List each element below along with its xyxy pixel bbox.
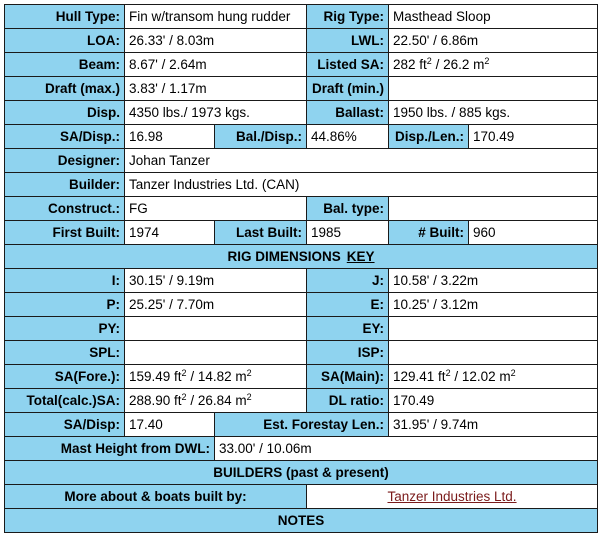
bal-type-value bbox=[389, 197, 598, 221]
builders-header: BUILDERS (past & present) bbox=[5, 461, 598, 485]
disp-len-value: 170.49 bbox=[469, 125, 598, 149]
row-rig-header bbox=[5, 245, 598, 269]
row-builders-header bbox=[5, 461, 598, 485]
loa-label: LOA: bbox=[5, 29, 125, 53]
draft-max-value: 3.83' / 1.17m bbox=[125, 77, 307, 101]
designer-label: Designer: bbox=[5, 149, 125, 173]
draft-min-label: Draft (min.) bbox=[307, 77, 389, 101]
row-notes-header bbox=[5, 509, 598, 533]
builder-label: Builder: bbox=[5, 173, 125, 197]
row-beam-sa bbox=[5, 53, 598, 77]
mast-height-label: Mast Height from DWL: bbox=[5, 437, 215, 461]
listed-sa-label: Listed SA: bbox=[307, 53, 389, 77]
hull-type-value: Fin w/transom hung rudder bbox=[125, 5, 307, 29]
rig-type-label: Rig Type: bbox=[307, 5, 389, 29]
sa-disp2-value: 17.40 bbox=[125, 413, 215, 437]
sa-disp-label: SA/Disp.: bbox=[5, 125, 125, 149]
bal-disp-label: Bal./Disp.: bbox=[215, 125, 307, 149]
ballast-label: Ballast: bbox=[307, 101, 389, 125]
row-ratios bbox=[5, 125, 598, 149]
est-forestay-label: Est. Forestay Len.: bbox=[215, 413, 389, 437]
row-loa-lwl bbox=[5, 29, 598, 53]
sa-disp2-label: SA/Disp: bbox=[5, 413, 125, 437]
rig-i-label: I: bbox=[5, 269, 125, 293]
row-builder bbox=[5, 173, 598, 197]
disp-len-label: Disp./Len.: bbox=[389, 125, 469, 149]
construct-label: Construct.: bbox=[5, 197, 125, 221]
row-built bbox=[5, 221, 598, 245]
row-p-e bbox=[5, 293, 598, 317]
row-sa-fore-main bbox=[5, 365, 598, 389]
hull-type-label: Hull Type: bbox=[5, 5, 125, 29]
builder-link[interactable]: Tanzer Industries Ltd. bbox=[387, 489, 517, 504]
designer-value: Johan Tanzer bbox=[125, 149, 598, 173]
num-built-value: 960 bbox=[469, 221, 598, 245]
more-about-label: More about & boats built by: bbox=[5, 485, 307, 509]
listed-sa-value: 282 $ft^2 / 26.2$ $m^2$ bbox=[389, 53, 598, 77]
rig-py-label: PY: bbox=[5, 317, 125, 341]
rig-spl-label: SPL: bbox=[5, 341, 125, 365]
first-built-label: First Built: bbox=[5, 221, 125, 245]
row-hull-rig bbox=[5, 5, 598, 29]
rig-type-value: Masthead Sloop bbox=[389, 5, 598, 29]
total-sa-value: 288.90 $ft^2 / 26.84$ $m^2$ bbox=[125, 389, 307, 413]
row-i-j bbox=[5, 269, 598, 293]
rig-e-label: E: bbox=[307, 293, 389, 317]
sa-main-value: 129.41 $ft^2 / 12.02$ $m^2$ bbox=[389, 365, 598, 389]
rig-spl-value bbox=[125, 341, 307, 365]
bal-type-label: Bal. type: bbox=[307, 197, 389, 221]
sa-disp-value: 16.98 bbox=[125, 125, 215, 149]
rig-j-label: J: bbox=[307, 269, 389, 293]
loa-value: 26.33' / 8.03m bbox=[125, 29, 307, 53]
row-total-dl bbox=[5, 389, 598, 413]
rig-isp-value bbox=[389, 341, 598, 365]
lwl-value: 22.50' / 6.86m bbox=[389, 29, 598, 53]
rig-ey-value bbox=[389, 317, 598, 341]
rig-p-value: 25.25' / 7.70m bbox=[125, 293, 307, 317]
construct-value: FG bbox=[125, 197, 307, 221]
beam-label: Beam: bbox=[5, 53, 125, 77]
dl-ratio-label: DL ratio: bbox=[307, 389, 389, 413]
est-forestay-value: 31.95' / 9.74m bbox=[389, 413, 598, 437]
rig-isp-label: ISP: bbox=[307, 341, 389, 365]
rig-p-label: P: bbox=[5, 293, 125, 317]
sailboat-spec-table bbox=[4, 4, 598, 533]
rig-ey-label: EY: bbox=[307, 317, 389, 341]
first-built-value: 1974 bbox=[125, 221, 215, 245]
rig-dimensions-header: RIG DIMENSIONS KEY bbox=[5, 245, 598, 269]
row-disp-ballast bbox=[5, 101, 598, 125]
more-about-cell bbox=[307, 485, 598, 509]
row-mast-height bbox=[5, 437, 598, 461]
notes-header: NOTES bbox=[5, 509, 598, 533]
sa-fore-value: 159.49 $ft^2 / 14.82$ $m^2$ bbox=[125, 365, 307, 389]
mast-height-value: 33.00' / 10.06m bbox=[215, 437, 598, 461]
rig-py-value bbox=[125, 317, 307, 341]
bal-disp-value: 44.86% bbox=[307, 125, 389, 149]
dl-ratio-value: 170.49 bbox=[389, 389, 598, 413]
last-built-value: 1985 bbox=[307, 221, 389, 245]
num-built-label: # Built: bbox=[389, 221, 469, 245]
disp-value: 4350 lbs./ 1973 kgs. bbox=[125, 101, 307, 125]
row-construct bbox=[5, 197, 598, 221]
disp-label: Disp. bbox=[5, 101, 125, 125]
row-draft bbox=[5, 77, 598, 101]
rig-e-value: 10.25' / 3.12m bbox=[389, 293, 598, 317]
sa-main-label: SA(Main): bbox=[307, 365, 389, 389]
row-py-ey bbox=[5, 317, 598, 341]
lwl-label: LWL: bbox=[307, 29, 389, 53]
rig-key-link[interactable]: KEY bbox=[346, 249, 375, 264]
sa-fore-label: SA(Fore.): bbox=[5, 365, 125, 389]
draft-max-label: Draft (max.) bbox=[5, 77, 125, 101]
rig-j-value: 10.58' / 3.22m bbox=[389, 269, 598, 293]
draft-min-value bbox=[389, 77, 598, 101]
last-built-label: Last Built: bbox=[215, 221, 307, 245]
builder-value: Tanzer Industries Ltd. (CAN) bbox=[125, 173, 598, 197]
ballast-value: 1950 lbs. / 885 kgs. bbox=[389, 101, 598, 125]
row-designer bbox=[5, 149, 598, 173]
row-sadisp-forestay bbox=[5, 413, 598, 437]
row-spl-isp bbox=[5, 341, 598, 365]
total-sa-label: Total(calc.)SA: bbox=[5, 389, 125, 413]
row-more-about bbox=[5, 485, 598, 509]
rig-i-value: 30.15' / 9.19m bbox=[125, 269, 307, 293]
beam-value: 8.67' / 2.64m bbox=[125, 53, 307, 77]
